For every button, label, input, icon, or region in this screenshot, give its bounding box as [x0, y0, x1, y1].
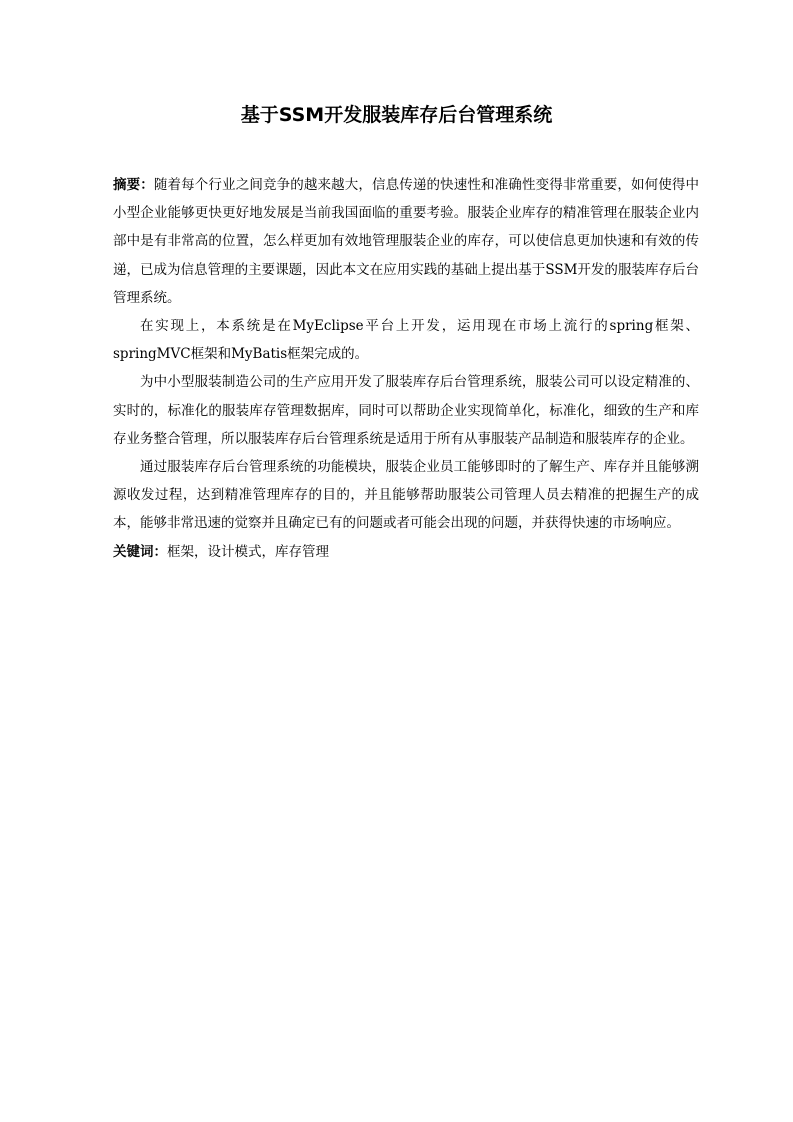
document-title: 基于SSM开发服装库存后台管理系统: [240, 104, 553, 126]
body-paragraph-purpose: 为中小型服装制造公司的生产应用开发了服装库存后台管理系统，服装公司可以设定精准的、实时的，标准化的服装库存管理数据库，同时可以帮助企业实现简单化，标准化，细致的生产和库存业务整合管理，所以服装库存后台管理系统是适用于所有从事服装产品制造和服装库存的企业。: [113, 374, 699, 447]
body-paragraph-implementation: 在实现上，本系统是在MyEclipse平台上开发，运用现在市场上流行的spring框架、springMVC框架和MyBatis框架完成的。: [113, 318, 699, 363]
abstract-paragraph: [113, 171, 699, 312]
document-body: [113, 171, 699, 566]
keywords-label: 关键词：: [113, 543, 167, 560]
body-paragraph-benefits: 通过服装库存后台管理系统的功能模块，服装企业员工能够即时的了解生产、库存并且能够溯源收发过程，达到精准管理库存的目的，并且能够帮助服装公司管理人员去精准的把握生产的成本，能够非常迅速的觉察并且确定已有的问题或者可能会出现的问题，并获得快速的市场响应。: [113, 459, 699, 532]
abstract-text: 随着每个行业之间竞争的越来越大，信息传递的快速性和准确性变得非常重要，如何使得中小型企业能够更快更好地发展是当前我国面临的重要考验。服装企业库存的精准管理在服装企业内部中是有非常高的位置，怎么样更加有效地管理服装企业的库存，可以使信息更加快速和有效的传递，已成为信息管理的主要课题，因此本文在应用实践的基础上提出基于SSM开发的服装库存后台管理系统。: [113, 177, 700, 306]
abstract-label: 摘要：: [113, 177, 154, 193]
keywords-text: 框架，设计模式，库存管理: [167, 543, 329, 560]
keywords-paragraph: [113, 538, 699, 566]
